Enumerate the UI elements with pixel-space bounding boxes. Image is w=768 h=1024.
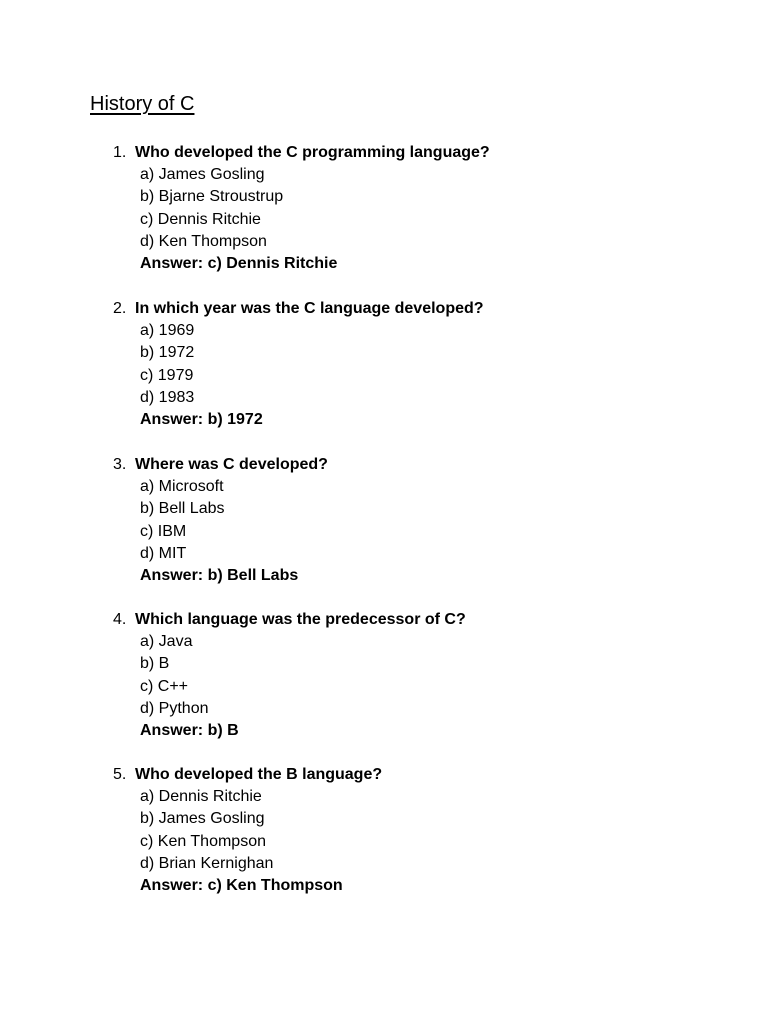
answer-text: Answer: c) Dennis Ritchie [140,255,338,272]
option-list [140,786,273,875]
option-a: a) Java [140,633,193,650]
option-d: d) 1983 [140,388,195,406]
option-list [140,320,194,409]
option-a: a) Dennis Ritchie [140,788,262,805]
option-b: b) 1972 [140,344,195,362]
option-c: c) IBM [140,522,187,540]
option-list [140,476,225,565]
question-number: 2. [113,300,127,317]
option-c: c) Ken Thompson [140,832,266,850]
option-c: c) Dennis Ritchie [140,210,261,228]
option-a: a) Microsoft [140,478,224,495]
question-list [0,142,768,920]
answer-text: Answer: b) 1972 [140,411,263,428]
question-item [0,142,768,298]
answer-text: Answer: c) Ken Thompson [140,877,343,894]
question-item [0,454,768,609]
question-number: 5. [113,766,127,783]
option-b: b) B [140,655,170,673]
option-b: b) Bell Labs [140,500,225,518]
question-number: 4. [113,611,127,628]
question-number: 3. [113,456,127,473]
option-d: d) MIT [140,544,187,562]
option-b: b) James Gosling [140,810,265,828]
question-item [0,609,768,764]
question-text: Who developed the B language? [135,766,383,783]
option-b: b) Bjarne Stroustrup [140,188,284,206]
option-list [140,164,283,253]
question-item [0,298,768,454]
option-d: d) Python [140,699,209,717]
option-a: a) 1969 [140,322,195,339]
answer-text: Answer: b) Bell Labs [140,567,299,584]
option-c: c) 1979 [140,366,194,384]
question-text: Who developed the C programming language? [135,144,490,161]
answer-text: Answer: b) B [140,722,239,739]
option-list [140,631,208,720]
option-d: d) Ken Thompson [140,232,267,250]
option-a: a) James Gosling [140,166,265,183]
question-number: 1. [113,144,127,161]
page-title: History of C [90,93,195,115]
question-text: Which language was the predecessor of C? [135,611,466,628]
question-text: Where was C developed? [135,456,328,473]
question-item [0,764,768,920]
option-c: c) C++ [140,677,189,695]
question-text: In which year was the C language developed? [135,300,484,317]
option-d: d) Brian Kernighan [140,854,274,872]
